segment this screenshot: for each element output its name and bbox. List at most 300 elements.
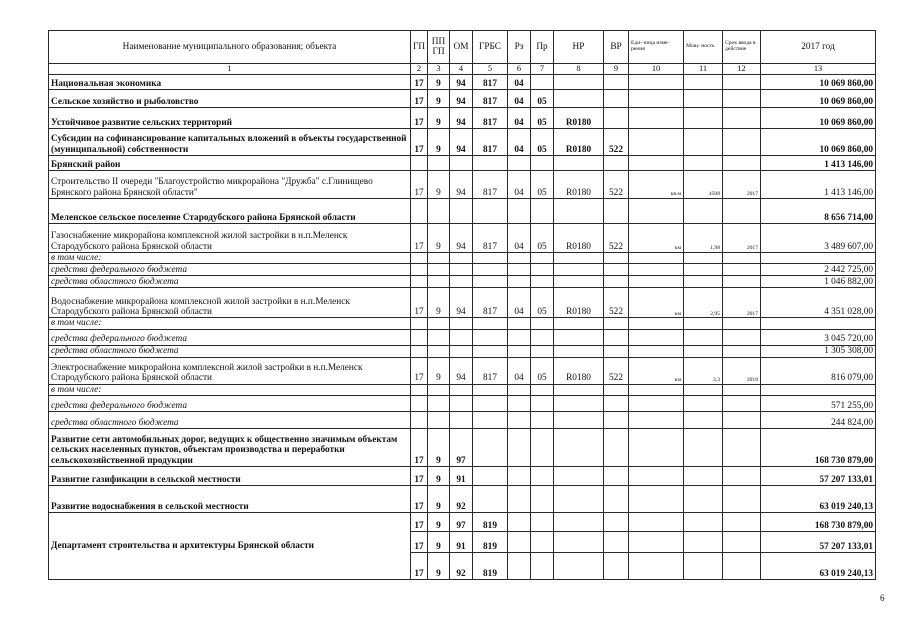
cell-pr	[531, 429, 554, 467]
cell-term	[723, 276, 761, 288]
column-number: 2	[411, 64, 428, 75]
cell-gp	[411, 345, 428, 357]
cell-grbs: 817	[473, 224, 508, 253]
column-number: 3	[428, 64, 450, 75]
cell-om: 94	[450, 224, 473, 253]
cell-name: Газоснабжение микрорайона комплексной жилой застройки в н.п.Меленск Стародубского района Брянской области	[49, 224, 411, 253]
cell-capacity	[684, 253, 723, 264]
cell-rz	[508, 396, 531, 412]
cell-amount	[761, 253, 876, 264]
cell-ppgp: 9	[428, 129, 450, 156]
cell-om: 94	[450, 171, 473, 199]
cell-vr	[604, 156, 629, 171]
cell-term	[723, 264, 761, 276]
cell-name: Электроснабжение микрорайона комплексной жилой застройки в н.п.Меленск Стародубского района Брянской области	[49, 357, 411, 384]
cell-capacity	[684, 129, 723, 156]
header-cell-ppgp: ППГП	[428, 31, 450, 64]
cell-ppgp	[428, 253, 450, 264]
cell-nr: R0180	[554, 171, 604, 199]
cell-ppgp: 9	[428, 486, 450, 513]
cell-rz	[508, 253, 531, 264]
cell-ppgp: 9	[428, 224, 450, 253]
table-row	[49, 276, 876, 288]
cell-pr	[531, 264, 554, 276]
cell-om: 91	[450, 532, 473, 553]
cell-rz: 04	[508, 75, 531, 90]
cell-gp	[411, 318, 428, 329]
header-cell-vr: ВР	[604, 31, 629, 64]
cell-ppgp: 9	[428, 90, 450, 108]
cell-grbs: 819	[473, 513, 508, 532]
cell-unit: км	[629, 288, 684, 318]
cell-nr	[554, 553, 604, 580]
column-number-row	[49, 64, 876, 75]
cell-name: Развитие водоснабжения в сельской местности	[49, 486, 411, 513]
cell-om: 91	[450, 467, 473, 486]
cell-capacity	[684, 532, 723, 553]
cell-term	[723, 396, 761, 412]
table-row	[49, 513, 876, 532]
cell-nr: R0180	[554, 108, 604, 129]
cell-gp: 17	[411, 429, 428, 467]
cell-rz	[508, 532, 531, 553]
cell-ppgp	[428, 329, 450, 345]
cell-nr: R0180	[554, 357, 604, 384]
cell-nr	[554, 318, 604, 329]
cell-rz	[508, 199, 531, 224]
column-number: 9	[604, 64, 629, 75]
cell-capacity: 4508	[684, 171, 723, 199]
cell-capacity	[684, 199, 723, 224]
cell-ppgp	[428, 264, 450, 276]
cell-nr	[554, 329, 604, 345]
table-row	[49, 129, 876, 156]
cell-capacity	[684, 108, 723, 129]
cell-unit	[629, 329, 684, 345]
cell-pr	[531, 156, 554, 171]
cell-grbs: 817	[473, 108, 508, 129]
cell-gp	[411, 276, 428, 288]
cell-vr	[604, 90, 629, 108]
table-row	[49, 318, 876, 329]
cell-name: средства федерального бюджета	[49, 329, 411, 345]
cell-ppgp	[428, 345, 450, 357]
cell-nr: R0180	[554, 288, 604, 318]
cell-pr: 05	[531, 288, 554, 318]
cell-ppgp: 9	[428, 467, 450, 486]
cell-nr	[554, 264, 604, 276]
cell-vr	[604, 199, 629, 224]
cell-grbs	[473, 345, 508, 357]
cell-grbs: 819	[473, 553, 508, 580]
cell-vr: 522	[604, 288, 629, 318]
cell-amount: 10 069 860,00	[761, 90, 876, 108]
cell-om	[450, 396, 473, 412]
cell-om: 92	[450, 553, 473, 580]
cell-unit	[629, 412, 684, 429]
cell-vr	[604, 467, 629, 486]
cell-term	[723, 156, 761, 171]
cell-vr	[604, 329, 629, 345]
cell-amount: 63 019 240,13	[761, 553, 876, 580]
cell-vr	[604, 513, 629, 532]
cell-ppgp	[428, 412, 450, 429]
cell-amount: 10 069 860,00	[761, 108, 876, 129]
cell-unit	[629, 156, 684, 171]
cell-vr	[604, 384, 629, 395]
header-cell-om: ОМ	[450, 31, 473, 64]
cell-pr	[531, 412, 554, 429]
cell-name: Развитие сети автомобильных дорог, ведущих к общественно значимым объектам сельских населенных пунктов, объектам производства и переработки сельскохозяйственной продукции	[49, 429, 411, 467]
cell-unit	[629, 486, 684, 513]
cell-unit	[629, 108, 684, 129]
cell-pr	[531, 345, 554, 357]
cell-om: 94	[450, 357, 473, 384]
cell-om	[450, 384, 473, 395]
cell-name: Строительство II очереди "Благоустройство микрорайона "Дружба" с.Глинищево Брянского района Брянской области"	[49, 171, 411, 199]
cell-term	[723, 329, 761, 345]
cell-term	[723, 384, 761, 395]
cell-grbs	[473, 264, 508, 276]
column-number: 1	[49, 64, 411, 75]
table-row	[49, 156, 876, 171]
cell-amount	[761, 384, 876, 395]
cell-name: Субсидии на софинансирование капитальных вложений в объекты государственной (муниципальной) собственности	[49, 129, 411, 156]
cell-ppgp	[428, 384, 450, 395]
cell-nr: R0180	[554, 129, 604, 156]
cell-term	[723, 412, 761, 429]
column-number: 7	[531, 64, 554, 75]
cell-pr: 05	[531, 224, 554, 253]
table-row	[49, 264, 876, 276]
cell-om	[450, 276, 473, 288]
cell-vr	[604, 264, 629, 276]
cell-pr: 05	[531, 90, 554, 108]
cell-nr	[554, 75, 604, 90]
table-row	[49, 171, 876, 199]
cell-capacity: 1,98	[684, 224, 723, 253]
cell-nr	[554, 412, 604, 429]
cell-vr	[604, 253, 629, 264]
table-row	[49, 90, 876, 108]
budget-table	[48, 30, 876, 580]
cell-unit: кв.м	[629, 171, 684, 199]
cell-name: в том числе:	[49, 253, 411, 264]
cell-ppgp: 9	[428, 553, 450, 580]
cell-pr	[531, 276, 554, 288]
cell-ppgp: 9	[428, 532, 450, 553]
header-cell-term: Срок ввода в действие	[723, 31, 761, 64]
cell-term	[723, 467, 761, 486]
cell-nr	[554, 276, 604, 288]
cell-vr: 522	[604, 171, 629, 199]
cell-capacity	[684, 396, 723, 412]
cell-rz	[508, 329, 531, 345]
cell-vr	[604, 318, 629, 329]
table-row	[49, 396, 876, 412]
cell-capacity	[684, 318, 723, 329]
cell-capacity: 3,3	[684, 357, 723, 384]
cell-capacity: 2,95	[684, 288, 723, 318]
cell-unit	[629, 199, 684, 224]
cell-term	[723, 486, 761, 513]
cell-nr	[554, 345, 604, 357]
table-row	[49, 467, 876, 486]
cell-nr	[554, 467, 604, 486]
cell-rz	[508, 412, 531, 429]
cell-grbs: 819	[473, 532, 508, 553]
cell-amount: 816 079,00	[761, 357, 876, 384]
column-number: 10	[629, 64, 684, 75]
cell-pr	[531, 318, 554, 329]
cell-gp: 17	[411, 224, 428, 253]
cell-gp: 17	[411, 90, 428, 108]
cell-capacity	[684, 75, 723, 90]
cell-rz	[508, 513, 531, 532]
cell-term	[723, 513, 761, 532]
cell-amount: 10 069 860,00	[761, 75, 876, 90]
cell-term	[723, 199, 761, 224]
cell-grbs	[473, 253, 508, 264]
cell-name: в том числе:	[49, 384, 411, 395]
cell-gp: 17	[411, 357, 428, 384]
cell-om: 94	[450, 108, 473, 129]
cell-grbs: 817	[473, 171, 508, 199]
cell-grbs: 817	[473, 90, 508, 108]
cell-rz: 04	[508, 224, 531, 253]
cell-name: средства областного бюджета	[49, 345, 411, 357]
cell-grbs	[473, 276, 508, 288]
column-number: 13	[761, 64, 876, 75]
cell-amount: 1 046 882,00	[761, 276, 876, 288]
cell-term	[723, 75, 761, 90]
cell-amount: 2 442 725,00	[761, 264, 876, 276]
cell-pr	[531, 253, 554, 264]
cell-amount: 10 069 860,00	[761, 129, 876, 156]
cell-nr	[554, 384, 604, 395]
cell-gp: 17	[411, 75, 428, 90]
cell-vr	[604, 429, 629, 467]
cell-vr	[604, 75, 629, 90]
cell-om: 94	[450, 90, 473, 108]
cell-gp	[411, 396, 428, 412]
cell-unit	[629, 384, 684, 395]
cell-unit	[629, 553, 684, 580]
cell-nr: R0180	[554, 224, 604, 253]
cell-grbs	[473, 486, 508, 513]
cell-grbs	[473, 467, 508, 486]
cell-capacity	[684, 345, 723, 357]
cell-rz: 04	[508, 171, 531, 199]
cell-gp	[411, 329, 428, 345]
cell-nr	[554, 513, 604, 532]
cell-amount: 57 207 133,01	[761, 467, 876, 486]
cell-capacity	[684, 412, 723, 429]
cell-amount	[761, 318, 876, 329]
cell-name: Водоснабжение микрорайона комплексной жилой застройки в н.п.Меленск Стародубского района Брянской области	[49, 288, 411, 318]
cell-capacity	[684, 553, 723, 580]
cell-amount: 3 045 720,00	[761, 329, 876, 345]
cell-gp: 17	[411, 553, 428, 580]
cell-name: средства областного бюджета	[49, 276, 411, 288]
cell-unit	[629, 513, 684, 532]
cell-term	[723, 253, 761, 264]
cell-gp: 17	[411, 467, 428, 486]
header-cell-unit: Еди- ница изме- рения	[629, 31, 684, 64]
cell-pr: 05	[531, 357, 554, 384]
cell-rz	[508, 264, 531, 276]
cell-grbs	[473, 199, 508, 224]
cell-gp: 17	[411, 486, 428, 513]
cell-pr	[531, 532, 554, 553]
cell-gp	[411, 199, 428, 224]
cell-amount: 3 489 607,00	[761, 224, 876, 253]
cell-ppgp: 9	[428, 288, 450, 318]
cell-capacity	[684, 486, 723, 513]
cell-grbs	[473, 329, 508, 345]
cell-amount: 63 019 240,13	[761, 486, 876, 513]
header-cell-grbs: ГРБС	[473, 31, 508, 64]
cell-nr	[554, 396, 604, 412]
cell-capacity	[684, 429, 723, 467]
cell-ppgp: 9	[428, 357, 450, 384]
cell-rz	[508, 345, 531, 357]
cell-amount: 4 351 028,00	[761, 288, 876, 318]
table-row	[49, 429, 876, 467]
cell-ppgp: 9	[428, 429, 450, 467]
cell-amount: 57 207 133,01	[761, 532, 876, 553]
cell-unit	[629, 129, 684, 156]
cell-unit	[629, 90, 684, 108]
column-number: 4	[450, 64, 473, 75]
cell-om	[450, 264, 473, 276]
cell-rz	[508, 553, 531, 580]
cell-amount: 1 305 308,00	[761, 345, 876, 357]
cell-rz	[508, 467, 531, 486]
cell-om	[450, 318, 473, 329]
header-cell-year: 2017 год	[761, 31, 876, 64]
cell-rz: 04	[508, 129, 531, 156]
cell-unit	[629, 467, 684, 486]
cell-om: 92	[450, 486, 473, 513]
cell-amount: 168 730 879,00	[761, 429, 876, 467]
cell-gp	[411, 253, 428, 264]
cell-capacity	[684, 156, 723, 171]
cell-name: средства федерального бюджета	[49, 264, 411, 276]
cell-amount: 1 413 146,00	[761, 171, 876, 199]
cell-gp	[411, 384, 428, 395]
cell-rz	[508, 276, 531, 288]
cell-gp	[411, 412, 428, 429]
cell-name: средства областного бюджета	[49, 412, 411, 429]
cell-capacity	[684, 90, 723, 108]
table-row	[49, 486, 876, 513]
table-row	[49, 412, 876, 429]
cell-gp: 17	[411, 513, 428, 532]
cell-name: Сельское хозяйство и рыболовство	[49, 90, 411, 108]
cell-term	[723, 553, 761, 580]
cell-ppgp	[428, 318, 450, 329]
header-cell-rz: Рз	[508, 31, 531, 64]
cell-rz	[508, 384, 531, 395]
header-cell-gp: ГП	[411, 31, 428, 64]
cell-capacity	[684, 329, 723, 345]
page-number: 6	[880, 593, 885, 603]
cell-unit	[629, 264, 684, 276]
column-number: 11	[684, 64, 723, 75]
cell-vr: 522	[604, 129, 629, 156]
cell-term	[723, 318, 761, 329]
table-row	[49, 357, 876, 384]
cell-rz: 04	[508, 108, 531, 129]
header-cell-pr: Пр	[531, 31, 554, 64]
cell-nr	[554, 532, 604, 553]
cell-unit	[629, 396, 684, 412]
cell-name: Брянский район	[49, 156, 411, 171]
cell-nr	[554, 199, 604, 224]
cell-pr: 05	[531, 129, 554, 156]
cell-term: 2018	[723, 357, 761, 384]
cell-gp	[411, 156, 428, 171]
cell-unit	[629, 276, 684, 288]
department-name: Департамент строительства и архитектуры Брянской области	[49, 513, 411, 580]
cell-nr	[554, 90, 604, 108]
cell-ppgp: 9	[428, 75, 450, 90]
cell-name: в том числе:	[49, 318, 411, 329]
cell-grbs: 817	[473, 129, 508, 156]
cell-unit	[629, 532, 684, 553]
cell-om	[450, 156, 473, 171]
cell-capacity	[684, 384, 723, 395]
cell-amount: 1 413 146,00	[761, 156, 876, 171]
cell-pr	[531, 467, 554, 486]
cell-pr	[531, 396, 554, 412]
cell-om	[450, 412, 473, 429]
column-number: 8	[554, 64, 604, 75]
cell-gp: 17	[411, 288, 428, 318]
column-number: 6	[508, 64, 531, 75]
cell-om	[450, 329, 473, 345]
column-number: 5	[473, 64, 508, 75]
cell-term	[723, 429, 761, 467]
cell-pr	[531, 553, 554, 580]
cell-pr	[531, 513, 554, 532]
cell-grbs: 817	[473, 75, 508, 90]
cell-name: Национальная экономика	[49, 75, 411, 90]
cell-om: 94	[450, 288, 473, 318]
cell-capacity	[684, 264, 723, 276]
cell-ppgp	[428, 199, 450, 224]
cell-ppgp: 9	[428, 108, 450, 129]
cell-nr	[554, 253, 604, 264]
cell-amount: 8 656 714,00	[761, 199, 876, 224]
cell-term: 2017	[723, 224, 761, 253]
cell-rz	[508, 429, 531, 467]
cell-pr: 05	[531, 108, 554, 129]
cell-gp	[411, 264, 428, 276]
cell-gp: 17	[411, 171, 428, 199]
cell-vr	[604, 532, 629, 553]
cell-pr	[531, 384, 554, 395]
cell-capacity	[684, 513, 723, 532]
cell-term: 2017	[723, 171, 761, 199]
cell-pr	[531, 75, 554, 90]
table-row	[49, 329, 876, 345]
cell-grbs	[473, 156, 508, 171]
cell-grbs	[473, 429, 508, 467]
cell-amount: 244 824,00	[761, 412, 876, 429]
cell-capacity	[684, 276, 723, 288]
